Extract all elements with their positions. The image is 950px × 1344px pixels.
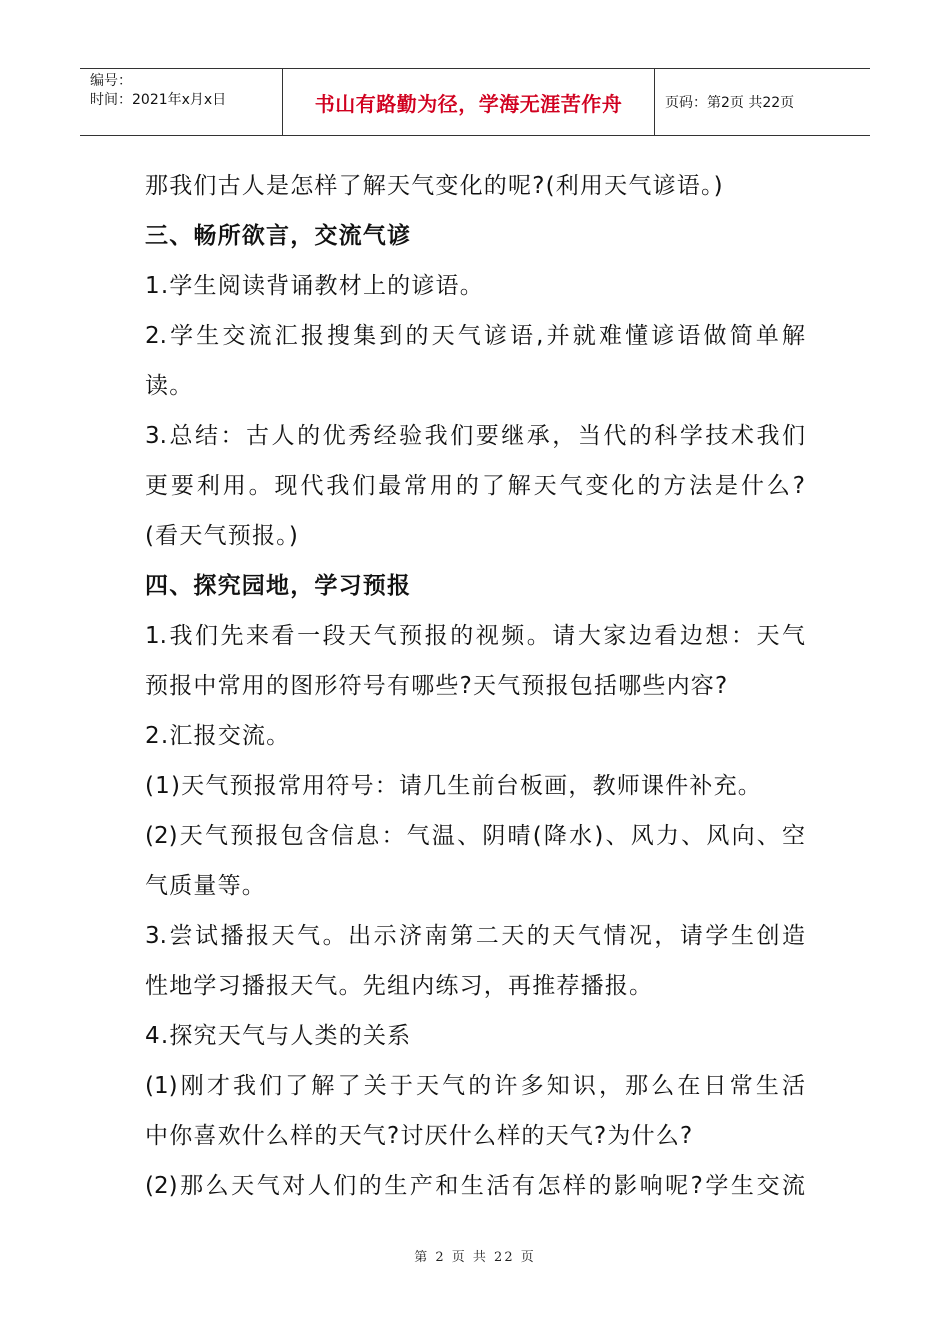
body-line: 读。 bbox=[145, 373, 194, 399]
body-line: 气质量等。 bbox=[145, 873, 266, 899]
body-line: 预报中常用的图形符号有哪些?天气预报包括哪些内容? bbox=[145, 673, 729, 699]
page-header bbox=[80, 68, 870, 136]
body-line: (2)那么天气对人们的生产和生活有怎样的影响呢?学生交流 bbox=[145, 1173, 805, 1199]
body-line: 3.总结：古人的优秀经验我们要继承，当代的科学技术我们 bbox=[145, 423, 805, 449]
body-line: 性地学习播报天气。先组内练习，再推荐播报。 bbox=[145, 973, 654, 999]
body-line: 4.探究天气与人类的关系 bbox=[145, 1023, 412, 1049]
page-footer: 第 2 页 共 22 页 bbox=[414, 1250, 536, 1265]
body-line: 3.尝试播报天气。出示济南第二天的天气情况，请学生创造 bbox=[145, 923, 805, 949]
document-time-label: 时间：2021年x月x日 bbox=[90, 92, 227, 108]
document-number-label: 编号： bbox=[90, 73, 132, 89]
body-line: 2.汇报交流。 bbox=[145, 723, 291, 749]
body-line: 1.学生阅读背诵教材上的谚语。 bbox=[145, 273, 484, 299]
header-page-info: 页码：第2页 共22页 bbox=[665, 95, 795, 111]
body-line: 1.我们先来看一段天气预报的视频。请大家边看边想：天气 bbox=[145, 623, 805, 649]
section-heading-4: 四、探究园地，学习预报 bbox=[145, 573, 412, 599]
body-line: (1)天气预报常用符号：请几生前台板画，教师课件补充。 bbox=[145, 773, 762, 799]
body-line: 2.学生交流汇报搜集到的天气谚语,并就难懂谚语做简单解 bbox=[145, 323, 805, 349]
body-line: (1)刚才我们了解了关于天气的许多知识，那么在日常生活 bbox=[145, 1073, 805, 1099]
body-line: 那我们古人是怎样了解天气变化的呢?(利用天气谚语。) bbox=[145, 173, 724, 199]
body-line: (2)天气预报包含信息：气温、阴晴(降水)、风力、风向、空 bbox=[145, 823, 805, 849]
body-line: 中你喜欢什么样的天气?讨厌什么样的天气?为什么? bbox=[145, 1123, 694, 1149]
document-body bbox=[145, 161, 805, 1211]
body-line: (看天气预报。) bbox=[145, 523, 300, 549]
header-meta-cell bbox=[80, 69, 283, 135]
header-motto: 书山有路勤为径，学海无涯苦作舟 bbox=[283, 69, 655, 135]
body-line: 更要利用。现代我们最常用的了解天气变化的方法是什么? bbox=[145, 473, 805, 499]
section-heading-3: 三、畅所欲言，交流气谚 bbox=[145, 223, 412, 249]
